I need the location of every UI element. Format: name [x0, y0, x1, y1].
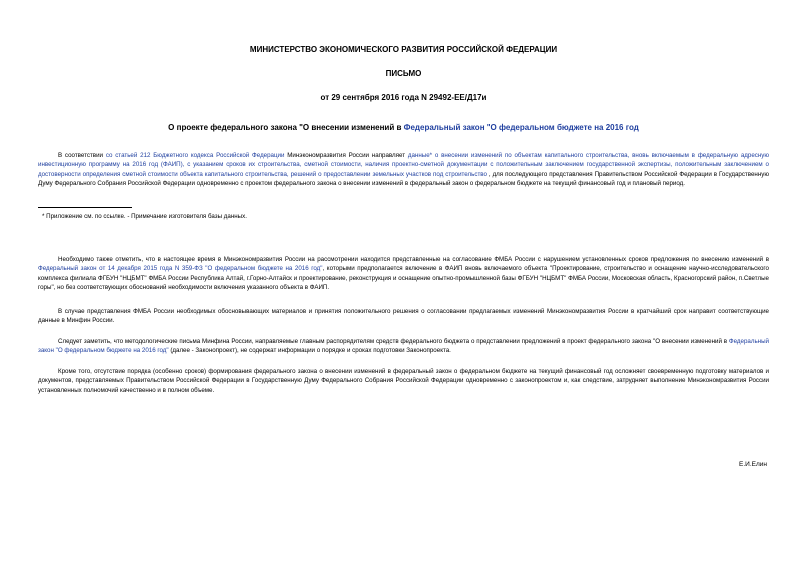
p4-text-1: Следует заметить, что методологические письма Минфина России, направляемые главным распорядителям средств федерального бюджета о представлении предложений в проект федерального закона "О внесении изменений в: [58, 338, 729, 345]
p4-text-2: (далее - Законопроект), не содержат информации о порядке и сроках подготовки Законопроекта.: [168, 347, 451, 355]
signature: Е.И.Елин: [739, 461, 767, 468]
p2-text-2: , которыми предполагается включение в ФАИП вновь включаемого объекта "Проектирование, строительство и оснащение научно-исследовательского комплекса филиала ФГБУН "НЦБМТ" ФМБА России Республика Алтай, г.Горно-Алтайск и проектирование, реконструкция и оснащение опытно-промышленной базы ФГБУН "НЦБМТ" ФМБА России, Московская область, Красногорский район, п.Светлые горы", но без соответствующих обоснований необходимости включения указанного объекта в ФАИП.: [38, 265, 769, 291]
footnote: * Приложение см. по ссылке. - Примечание изготовителя базы данных.: [42, 213, 247, 220]
budget-code-article-link[interactable]: со статьей 212 Бюджетного кодекса Российской Федерации: [105, 152, 285, 159]
document-subject: [0, 123, 807, 133]
paragraph-5: Кроме того, отсутствие порядка (особенно сроков) формирования федерального закона о внесении изменений в федеральный закон о федеральном бюджете на текущий финансовый год осложняет своевременную подготовку материалов и документов, представляемых Правительством Российской Федерации в Государственную Думу Федерального Собрания Российской Федерации одновременно с законопроектом и, как следствие, затрудняет выполнение Минэкономразвития России установленных полномочий качественно и в полном объеме.: [38, 368, 769, 394]
document-type: ПИСЬМО: [385, 69, 422, 78]
p1-text-2: Минэкономразвития России направляет: [284, 152, 408, 159]
paragraph-3: В случае представления ФМБА России необходимых обосновывающих материалов и принятия положительного решения о согласовании предлагаемых изменений Минэкономразвития России в кратчайший срок направит соответствующие данные в Минфин России.: [38, 308, 769, 325]
p1-text-3: , для последующего представления Правительством Российской Федерации в Государственную Думу Федерального Собрания Российской Федерации одновременно с проектом федерального закона о внесении изменений в федеральный закон о федеральном бюджете на текущий финансовый год и плановый период.: [38, 170, 769, 187]
federal-law-359-link[interactable]: Федеральный закон от 14 декабря 2015 года N 359-ФЗ "О федеральном бюджете на 2016 год": [38, 265, 323, 273]
paragraph-2: [38, 255, 769, 292]
data-attachment-link[interactable]: данные* о внесении изменений по объектам капитального строительства, вновь включаемым в федеральную адресную инвестиционную программу на 2016 год (ФАИП), с указанием сроков их строительства, сметной стоимости, наличия проектно-сметной документации с положительным заключением государственной экспертизы, положительным заключением о достоверности определения сметной стоимости объекта капитального строительства, решений о предоставлении земельных участков под строительство: [38, 152, 769, 178]
document-date-number: от 29 сентября 2016 года N 29492-ЕЕ/Д17и: [320, 93, 487, 102]
p1-text-1: В соответствии: [58, 152, 106, 159]
budget-law-link[interactable]: Федеральный закон "О федеральном бюджете на 2016 год": [38, 338, 769, 355]
paragraph-4: [38, 337, 769, 356]
ministry-heading: МИНИСТЕРСТВО ЭКОНОМИЧЕСКОГО РАЗВИТИЯ РОССИЙСКОЙ ФЕДЕРАЦИИ: [249, 45, 558, 54]
subject-text: О проекте федерального закона "О внесении изменений в: [168, 123, 404, 132]
footnote-divider: [38, 207, 132, 208]
subject-law-link[interactable]: Федеральный закон "О федеральном бюджете на 2016 год: [403, 123, 639, 132]
p2-text-1: Необходимо также отметить, что в настоящее время в Минэкономразвития России на рассмотрении находится представленные на согласование ФМБА России с нарушением установленных сроков предложения по внесению изменений в: [58, 256, 769, 263]
paragraph-1: [38, 151, 769, 188]
